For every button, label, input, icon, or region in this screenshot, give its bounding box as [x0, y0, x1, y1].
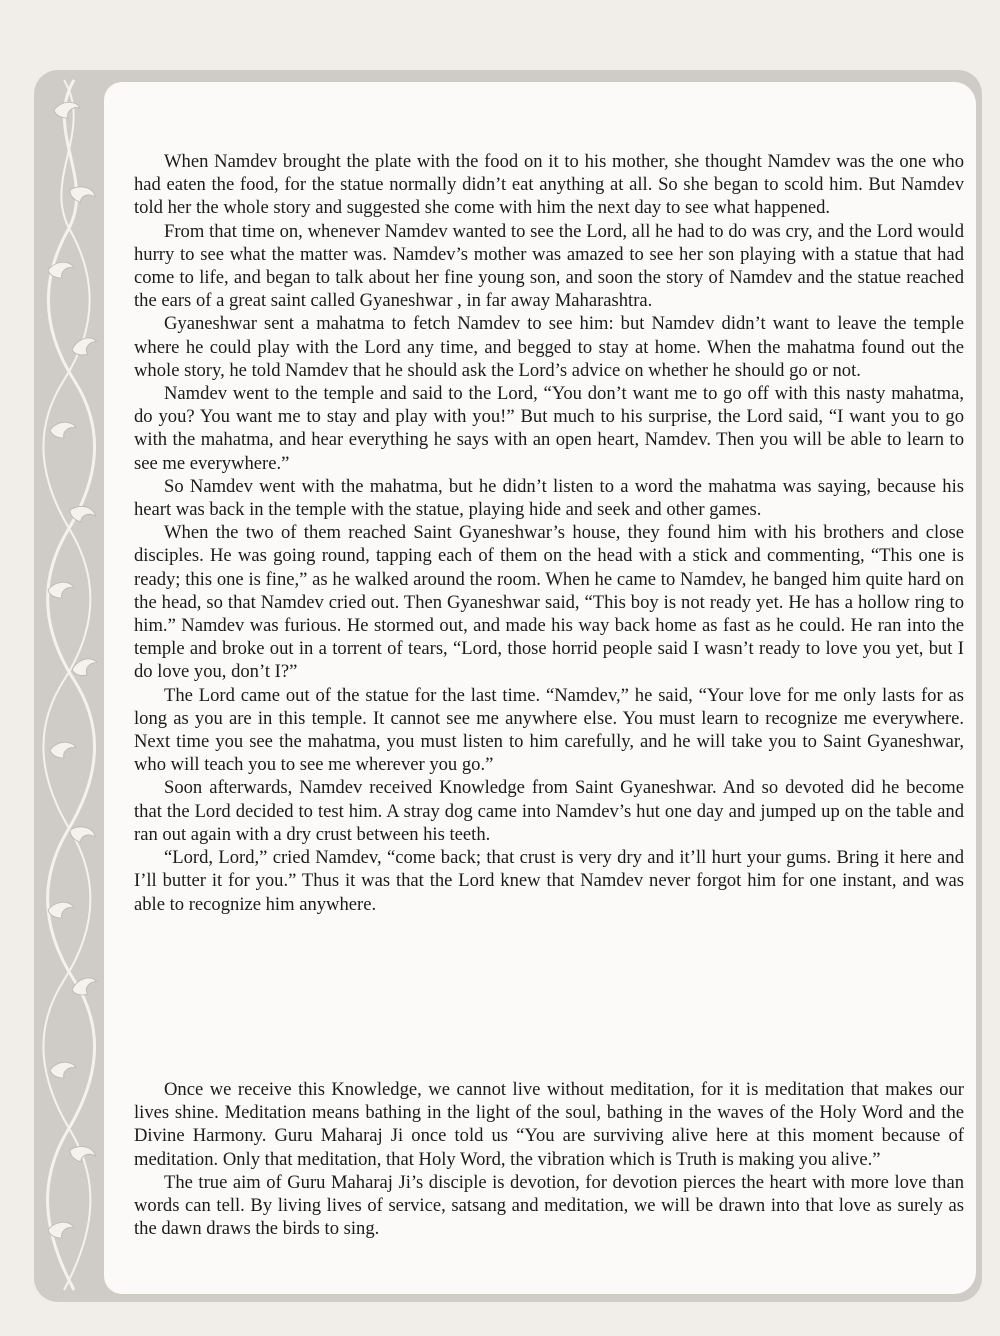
story-paragraph: From that time on, whenever Namdev wanted to see the Lord, all he had to do was cry, and the Lord would hurry to see what the matter was. Namdev’s mother was amazed to see her son playing with a statue that had come to life, and began to talk about her fine young son, and soon the story of Namdev and the statue reached the ears of a great saint called Gyaneshwar , in far away Maharashtra.: [134, 220, 964, 312]
vine-leaf-icon: [34, 70, 104, 1302]
story-paragraph: When the two of them reached Saint Gyaneshwar’s house, they found him with his brothers and close disciples. He was going round, tapping each of them on the head with a stick and commenting, “This one is ready; this one is fine,” as he walked around the room. When he came to Namdev, he banged him quite hard on the head, so that Namdev cried out. Then Gyaneshwar said, “This boy is not ready yet. He has a hollow ring to him.” Namdev was furious. He stormed out, and made his way back home as fast as he could. He ran into the temple and broke out in a torrent of tears, “Lord, those horrid people said I wasn’t ready to love you yet, but I do love you, don’t I?”: [134, 522, 964, 683]
closing-section: [134, 1078, 964, 1240]
story-paragraph: Namdev went to the temple and said to the Lord, “You don’t want me to go off with this nasty mahatma, do you? You want me to stay and play with you!” But much to his surprise, the Lord said, “I want you to go with the mahatma, and hear everything he says with an open heart, Namdev. Then you will be able to learn to see me everywhere.”: [134, 383, 964, 474]
story-paragraph: When Namdev brought the plate with the food on it to his mother, she thought Namdev was the one who had eaten the food, for the statue normally didn’t eat anything at all. So she began to scold him. But Namdev told her the whole story and suggested she come with him the next day to see what happened.: [134, 151, 964, 219]
story-section: [134, 150, 964, 916]
story-paragraph: Gyaneshwar sent a mahatma to fetch Namdev to see him: but Namdev didn’t want to leave the temple where he could play with the Lord any time, and begged to stay at home. When the mahatma found out the whole story, he told Namdev that he should ask the Lord’s advice on whether he should go or not.: [134, 313, 964, 381]
closing-paragraph: Once we receive this Knowledge, we cannot live without meditation, for it is meditation that makes our lives shine. Meditation means bathing in the light of the soul, bathing in the waves of the Holy Word and the Divine Harmony. Guru Maharaj Ji once told us “You are surviving alive here at this moment because of meditation. Only that meditation, that Holy Word, the vibration which is Truth is making you alive.”: [134, 1079, 964, 1170]
story-paragraph: Soon afterwards, Namdev received Knowledge from Saint Gyaneshwar. And so devoted did he become that the Lord decided to test him. A stray dog came into Namdev’s hut one day and jumped up on the table and ran out again with a dry crust between his teeth.: [134, 777, 964, 845]
story-paragraph: “Lord, Lord,” cried Namdev, “come back; that crust is very dry and it’ll hurt your gums. Bring it here and I’ll butter it for you.” Thus it was that the Lord knew that Namdev never forgot him for one instant, and was able to recognize him anywhere.: [134, 847, 964, 915]
story-paragraph: The Lord came out of the statue for the last time. “Namdev,” he said, “Your love for me only lasts for as long as you are in this temple. It cannot see me anywhere else. You must learn to recognize me everywhere. Next time you see the mahatma, you must listen to him carefully, and he will take you to Saint Gyaneshwar, who will teach you to see me wherever you go.”: [134, 684, 964, 776]
closing-paragraph: The true aim of Guru Maharaj Ji’s disciple is devotion, for devotion pierces the heart with more love than words can tell. By living lives of service, satsang and meditation, we will be drawn into that love as surely as the dawn draws the birds to sing.: [134, 1171, 964, 1240]
story-paragraph: So Namdev went with the mahatma, but he didn’t listen to a word the mahatma was saying, because his heart was back in the temple with the statue, playing hide and seek and other games.: [134, 475, 964, 521]
